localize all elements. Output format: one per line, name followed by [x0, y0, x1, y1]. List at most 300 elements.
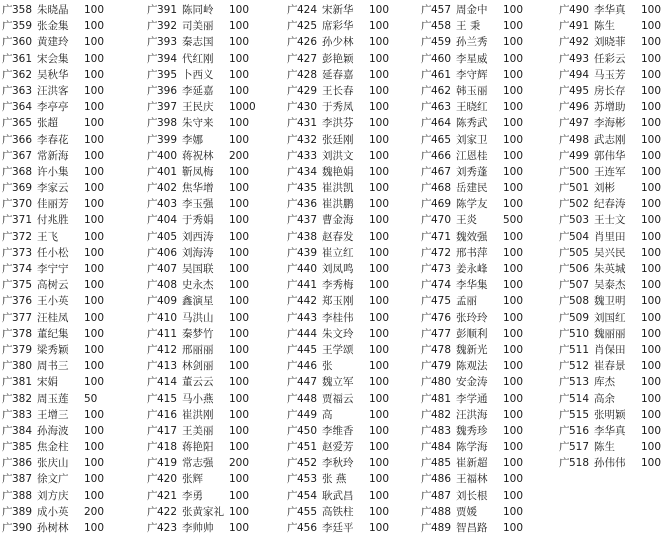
donor-name: 张明颖 [594, 408, 626, 421]
entry-number: 513 [569, 376, 590, 389]
donor-name: 李学通 [456, 392, 488, 405]
prefix-label: 广 [147, 52, 158, 65]
donation-amount: 100 [84, 214, 105, 227]
list-item [287, 51, 419, 67]
donation-amount: 100 [641, 84, 662, 97]
donor-name: 张廷刚 [322, 133, 354, 146]
entry-number: 398 [157, 117, 178, 130]
prefix-label: 广 [421, 117, 432, 130]
list-item [2, 488, 134, 504]
prefix-label: 广 [147, 489, 158, 502]
prefix-label: 广 [147, 343, 158, 356]
entry-number: 492 [569, 36, 590, 49]
prefix-label: 广 [287, 376, 298, 389]
list-item [147, 439, 279, 455]
list-item [421, 180, 553, 196]
donor-name: 王 秉 [456, 20, 481, 33]
prefix-label: 广 [559, 149, 570, 162]
prefix-label: 广 [421, 198, 432, 211]
list-item [421, 407, 553, 423]
list-item [421, 374, 553, 390]
donor-name: 常志强 [182, 457, 214, 470]
entry-number: 437 [297, 214, 318, 227]
list-item [287, 18, 419, 34]
donor-name: 张金集 [37, 20, 69, 33]
donor-name: 周书三 [37, 360, 69, 373]
donor-name: 武志刚 [594, 133, 626, 146]
list-item [421, 261, 553, 277]
donor-name: 马洪山 [182, 311, 214, 324]
list-item [147, 34, 279, 50]
donation-amount: 100 [84, 489, 105, 502]
entry-number: 429 [297, 84, 318, 97]
list-item [287, 196, 419, 212]
donor-name: 孙伟伟 [594, 457, 626, 470]
list-item [287, 488, 419, 504]
prefix-label: 广 [421, 101, 432, 114]
prefix-label: 广 [2, 311, 13, 324]
list-item [559, 229, 670, 245]
entry-number: 443 [297, 311, 318, 324]
list-item [559, 342, 670, 358]
entry-number: 453 [297, 473, 318, 486]
prefix-label: 广 [2, 522, 13, 534]
donor-name: 宋娟 [37, 376, 58, 389]
entry-number: 459 [431, 36, 452, 49]
entry-number: 424 [297, 4, 318, 16]
donor-name: 王增三 [37, 408, 69, 421]
prefix-label: 广 [287, 214, 298, 227]
donation-amount: 100 [503, 343, 524, 356]
donor-name: 智昌路 [456, 522, 488, 534]
donation-amount: 100 [229, 68, 250, 81]
list-item [421, 99, 553, 115]
donation-amount: 100 [503, 149, 524, 162]
list-item [559, 439, 670, 455]
prefix-label: 广 [287, 279, 298, 292]
prefix-label: 广 [2, 263, 13, 275]
entry-number: 381 [12, 376, 33, 389]
entry-number: 510 [569, 327, 590, 340]
donation-amount: 100 [229, 117, 250, 130]
donation-amount: 100 [503, 4, 524, 16]
entry-number: 501 [569, 182, 590, 195]
prefix-label: 广 [559, 52, 570, 65]
list-item [147, 180, 279, 196]
donor-name: 郭伟华 [594, 149, 626, 162]
donation-amount: 100 [229, 343, 250, 356]
list-item [147, 51, 279, 67]
donor-name: 刘家卫 [456, 133, 488, 146]
donor-name: 李亭亭 [37, 101, 69, 114]
entry-number: 446 [297, 360, 318, 373]
donor-name: 李廷平 [322, 522, 354, 534]
donor-name: 吴泰杰 [594, 279, 626, 292]
list-item [147, 277, 279, 293]
entry-number: 440 [297, 263, 318, 275]
list-item [287, 391, 419, 407]
entry-number: 481 [431, 392, 452, 405]
list-item [287, 277, 419, 293]
donation-amount: 100 [84, 101, 105, 114]
prefix-label: 广 [421, 36, 432, 49]
prefix-label: 广 [287, 408, 298, 421]
list-column [2, 2, 134, 536]
donor-name: 王学颂 [322, 343, 354, 356]
prefix-label: 广 [421, 392, 432, 405]
entry-number: 423 [157, 522, 178, 534]
donation-amount: 100 [503, 279, 524, 292]
prefix-label: 广 [559, 360, 570, 373]
entry-number: 448 [297, 392, 318, 405]
donation-amount: 100 [369, 149, 390, 162]
entry-number: 454 [297, 489, 318, 502]
list-item [147, 212, 279, 228]
list-item [287, 164, 419, 180]
donor-name: 汪洪海 [456, 408, 488, 421]
entry-number: 515 [569, 408, 590, 421]
donation-amount: 100 [229, 279, 250, 292]
list-item [2, 196, 134, 212]
list-item [2, 358, 134, 374]
prefix-label: 广 [559, 408, 570, 421]
donation-amount: 100 [369, 408, 390, 421]
donation-amount: 100 [84, 311, 105, 324]
donation-amount: 100 [229, 327, 250, 340]
donation-amount: 100 [369, 198, 390, 211]
donor-name: 付兆胜 [37, 214, 69, 227]
entry-number: 430 [297, 101, 318, 114]
donation-amount: 100 [369, 327, 390, 340]
donation-amount: 100 [229, 295, 250, 308]
donation-amount: 100 [229, 392, 250, 405]
prefix-label: 广 [287, 489, 298, 502]
donor-name: 秦梦竹 [182, 327, 214, 340]
prefix-label: 广 [287, 343, 298, 356]
list-item [287, 83, 419, 99]
donation-amount: 100 [503, 360, 524, 373]
donation-amount: 100 [503, 489, 524, 502]
list-item [2, 148, 134, 164]
entry-number: 465 [431, 133, 452, 146]
donation-amount: 100 [229, 522, 250, 534]
donor-name: 王小英 [37, 295, 69, 308]
list-item [287, 407, 419, 423]
donation-amount: 100 [369, 20, 390, 33]
list-item [287, 374, 419, 390]
donor-name: 张玲玲 [456, 311, 488, 324]
prefix-label: 广 [2, 489, 13, 502]
list-item [559, 358, 670, 374]
entry-number: 494 [569, 68, 590, 81]
donor-name: 靳凤梅 [182, 165, 214, 178]
donation-amount: 100 [503, 36, 524, 49]
entry-number: 512 [569, 360, 590, 373]
donor-name: 王晓红 [456, 101, 488, 114]
list-item [147, 358, 279, 374]
entry-number: 487 [431, 489, 452, 502]
list-item [2, 180, 134, 196]
donor-name: 刘海涛 [182, 246, 214, 259]
donor-name: 朱英城 [594, 263, 626, 275]
donor-name: 董纪集 [37, 327, 69, 340]
list-item [421, 293, 553, 309]
donor-name: 房长存 [594, 84, 626, 97]
donation-amount: 100 [369, 214, 390, 227]
list-item [147, 83, 279, 99]
prefix-label: 广 [2, 36, 13, 49]
donor-name: 张 燕 [322, 473, 347, 486]
prefix-label: 广 [421, 230, 432, 243]
list-item [559, 164, 670, 180]
entry-number: 504 [569, 230, 590, 243]
entry-number: 507 [569, 279, 590, 292]
donor-name: 赵爱芳 [322, 441, 354, 454]
list-item [147, 326, 279, 342]
prefix-label: 广 [2, 68, 13, 81]
prefix-label: 广 [287, 182, 298, 195]
list-item [147, 261, 279, 277]
entry-number: 433 [297, 149, 318, 162]
prefix-label: 广 [147, 327, 158, 340]
donation-amount: 100 [369, 36, 390, 49]
list-item [421, 164, 553, 180]
entry-number: 458 [431, 20, 452, 33]
donation-amount: 100 [84, 522, 105, 534]
list-item [421, 358, 553, 374]
prefix-label: 广 [559, 327, 570, 340]
donor-name: 史永杰 [182, 279, 214, 292]
entry-number: 434 [297, 165, 318, 178]
prefix-label: 广 [2, 505, 13, 518]
donation-amount: 100 [369, 165, 390, 178]
list-item [2, 99, 134, 115]
prefix-label: 广 [287, 20, 298, 33]
donor-name: 曹金海 [322, 214, 354, 227]
list-item [147, 99, 279, 115]
list-item [287, 423, 419, 439]
prefix-label: 广 [147, 117, 158, 130]
list-item [2, 391, 134, 407]
entry-number: 497 [569, 117, 590, 130]
donation-amount: 100 [229, 424, 250, 437]
entry-number: 370 [12, 198, 33, 211]
entry-number: 409 [157, 295, 178, 308]
list-item [287, 34, 419, 50]
prefix-label: 广 [147, 376, 158, 389]
donor-name: 马小燕 [182, 392, 214, 405]
prefix-label: 广 [421, 263, 432, 275]
donation-amount: 100 [369, 441, 390, 454]
donation-amount: 100 [84, 473, 105, 486]
donation-amount: 100 [369, 457, 390, 470]
donation-amount: 100 [369, 133, 390, 146]
prefix-label: 广 [421, 424, 432, 437]
prefix-label: 广 [559, 198, 570, 211]
entry-number: 414 [157, 376, 178, 389]
entry-number: 411 [157, 327, 178, 340]
list-item [421, 83, 553, 99]
donor-name: 江恩桂 [456, 149, 488, 162]
donor-name: 崔新超 [456, 457, 488, 470]
list-item [421, 212, 553, 228]
donation-amount: 100 [84, 343, 105, 356]
list-item [287, 180, 419, 196]
entry-number: 377 [12, 311, 33, 324]
prefix-label: 广 [287, 165, 298, 178]
entry-number: 407 [157, 263, 178, 275]
prefix-label: 广 [421, 327, 432, 340]
donation-amount: 100 [229, 198, 250, 211]
prefix-label: 广 [287, 133, 298, 146]
donor-name: 陈学友 [456, 198, 488, 211]
list-item [559, 34, 670, 50]
list-item [559, 261, 670, 277]
prefix-label: 广 [147, 360, 158, 373]
donation-amount: 100 [641, 230, 662, 243]
prefix-label: 广 [559, 295, 570, 308]
donation-amount: 100 [641, 198, 662, 211]
list-item [2, 520, 134, 536]
list-column [559, 2, 670, 471]
entry-number: 496 [569, 101, 590, 114]
list-item [287, 132, 419, 148]
prefix-label: 广 [2, 198, 13, 211]
entry-number: 471 [431, 230, 452, 243]
entry-number: 435 [297, 182, 318, 195]
donor-name: 许小集 [37, 165, 69, 178]
list-item [287, 358, 419, 374]
entry-number: 462 [431, 84, 452, 97]
donor-name: 魏艳娟 [322, 165, 354, 178]
donor-name: 梁秀颖 [37, 343, 69, 356]
prefix-label: 广 [147, 441, 158, 454]
entry-number: 484 [431, 441, 452, 454]
donor-name: 李勇 [182, 489, 203, 502]
entry-number: 467 [431, 165, 452, 178]
list-item [147, 18, 279, 34]
prefix-label: 广 [287, 36, 298, 49]
entry-number: 483 [431, 424, 452, 437]
list-item [147, 164, 279, 180]
entry-number: 444 [297, 327, 318, 340]
prefix-label: 广 [147, 214, 158, 227]
list-item [147, 488, 279, 504]
prefix-label: 广 [559, 279, 570, 292]
donation-amount: 100 [641, 68, 662, 81]
list-item [421, 18, 553, 34]
list-item [421, 51, 553, 67]
entry-number: 477 [431, 327, 452, 340]
donation-amount: 100 [641, 263, 662, 275]
entry-number: 413 [157, 360, 178, 373]
donor-name: 魏秀珍 [456, 424, 488, 437]
donor-name: 王士文 [594, 214, 626, 227]
entry-number: 396 [157, 84, 178, 97]
prefix-label: 广 [559, 343, 570, 356]
entry-number: 452 [297, 457, 318, 470]
entry-number: 376 [12, 295, 33, 308]
prefix-label: 广 [421, 311, 432, 324]
donor-name: 王福林 [456, 473, 488, 486]
list-item [421, 115, 553, 131]
entry-number: 380 [12, 360, 33, 373]
donor-name: 张超 [37, 117, 58, 130]
donor-name: 崔洪刚 [182, 408, 214, 421]
donor-name: 王连军 [594, 165, 626, 178]
donor-name: 焦金柱 [37, 441, 69, 454]
donor-name: 张黄家礼 [182, 505, 224, 518]
donor-name: 李海彬 [594, 117, 626, 130]
entry-number: 397 [157, 101, 178, 114]
entry-number: 508 [569, 295, 590, 308]
entry-number: 358 [12, 4, 33, 16]
prefix-label: 广 [559, 263, 570, 275]
entry-number: 416 [157, 408, 178, 421]
prefix-label: 广 [421, 343, 432, 356]
donor-name: 贾福云 [322, 392, 354, 405]
donor-name: 鑫演星 [182, 295, 214, 308]
entry-number: 392 [157, 20, 178, 33]
donor-name: 李守辉 [456, 68, 488, 81]
donation-amount: 100 [503, 230, 524, 243]
donation-amount: 100 [84, 230, 105, 243]
prefix-label: 广 [147, 182, 158, 195]
donor-name: 姜永峰 [456, 263, 488, 275]
donation-amount: 100 [641, 408, 662, 421]
donor-name: 佳丽芳 [37, 198, 69, 211]
donation-amount: 100 [641, 214, 662, 227]
donor-name: 刘秀蓬 [456, 165, 488, 178]
prefix-label: 广 [559, 68, 570, 81]
list-item [147, 471, 279, 487]
donor-name: 刘洪文 [322, 149, 354, 162]
list-item [147, 245, 279, 261]
prefix-label: 广 [2, 360, 13, 373]
donor-name: 耿武昌 [322, 489, 354, 502]
donor-name: 吴国联 [182, 263, 214, 275]
donor-name: 朱守来 [182, 117, 214, 130]
donor-name: 邢丽丽 [182, 343, 214, 356]
prefix-label: 广 [421, 441, 432, 454]
donation-amount: 100 [503, 246, 524, 259]
donation-amount: 100 [369, 84, 390, 97]
entry-number: 367 [12, 149, 33, 162]
donor-name: 林剑丽 [182, 360, 214, 373]
prefix-label: 广 [2, 376, 13, 389]
donation-amount: 100 [641, 182, 662, 195]
list-item [2, 2, 134, 18]
prefix-label: 广 [559, 20, 570, 33]
donor-name: 司美丽 [182, 20, 214, 33]
list-item [287, 293, 419, 309]
entry-number: 431 [297, 117, 318, 130]
prefix-label: 广 [147, 246, 158, 259]
donor-name: 常新海 [37, 149, 69, 162]
donor-name: 焦华增 [182, 182, 214, 195]
prefix-label: 广 [147, 101, 158, 114]
donation-amount: 100 [369, 246, 390, 259]
prefix-label: 广 [147, 230, 158, 243]
entry-number: 400 [157, 149, 178, 162]
entry-number: 474 [431, 279, 452, 292]
donor-name: 陈生 [594, 20, 615, 33]
donor-name: 黄建玲 [37, 36, 69, 49]
donation-amount: 100 [369, 101, 390, 114]
list-item [287, 115, 419, 131]
donation-amount: 100 [84, 182, 105, 195]
donor-name: 陈学海 [456, 441, 488, 454]
